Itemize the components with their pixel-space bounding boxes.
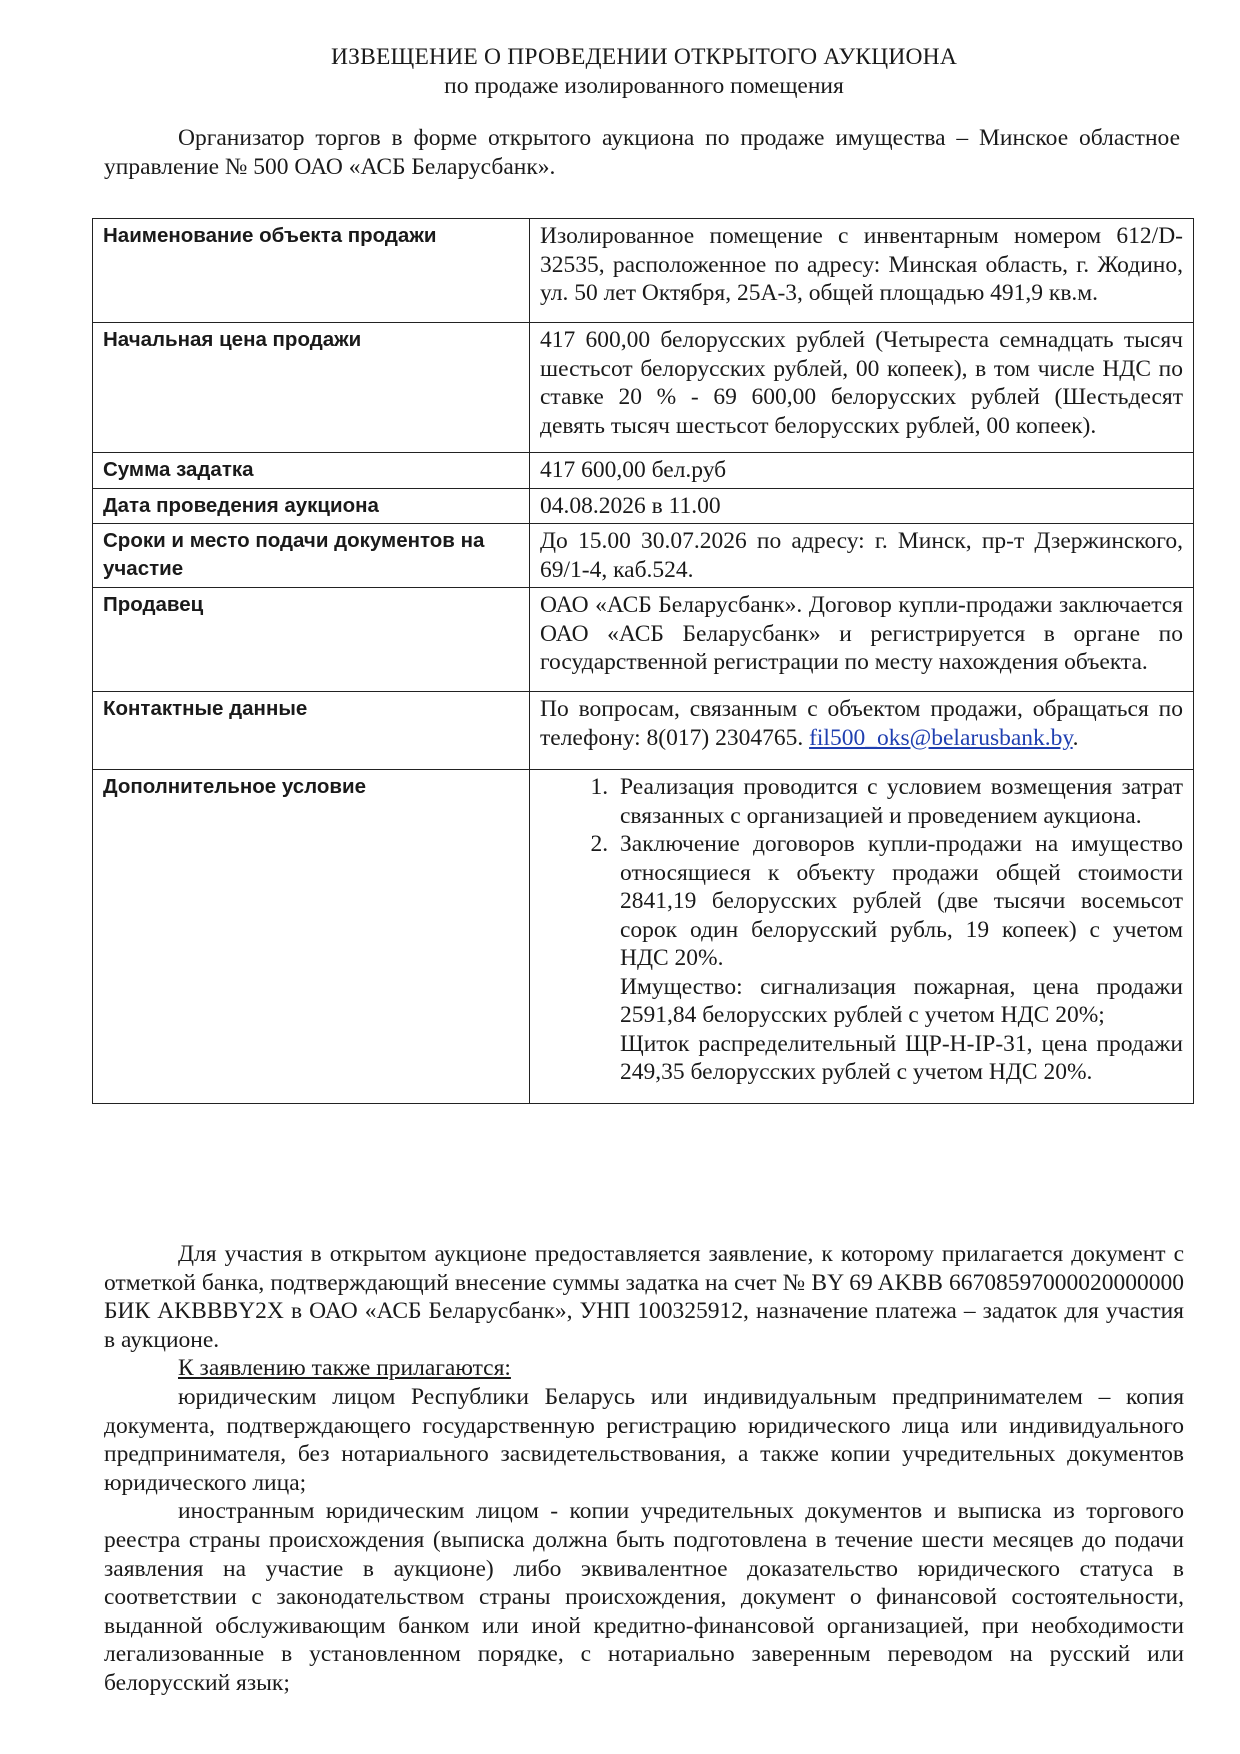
email-link[interactable]: fil500_oks@belarusbank.by bbox=[809, 724, 1073, 751]
contacts-cell bbox=[530, 692, 1194, 770]
conditions-cell bbox=[530, 770, 1194, 1104]
document-subtitle: по продаже изолированного помещения bbox=[444, 73, 844, 99]
intro-paragraph: Организатор торгов в форме открытого аукциона по продаже имущества – Минское областное управление № 500 ОАО «АСБ Беларусбанк». bbox=[104, 125, 1180, 180]
body-paragraph-1: Для участия в открытом аукционе предоставляется заявление, к которому прилагается документ с отметкой банка, подтверждающий внесение суммы задатка на счет № BY 69 AKBB 66708597000020000000 БИК AKBBBY2X в ОАО «АСБ Беларусбанк», УНП 100325912, назначение платежа – задаток для участия в аукционе. bbox=[104, 1241, 1184, 1353]
document-title: ИЗВЕЩЕНИЕ О ПРОВЕДЕНИИ ОТКРЫТОГО АУКЦИОНА bbox=[330, 44, 958, 70]
price-label: Начальная цена продажи bbox=[93, 323, 530, 453]
table-row bbox=[93, 488, 1194, 524]
conditions-label: Дополнительное условие bbox=[93, 770, 530, 1104]
deposit-label: Сумма задатка bbox=[93, 453, 530, 489]
seller-value: ОАО «АСБ Беларусбанк». Договор купли-продажи заключается ОАО «АСБ Беларусбанк» и регистрируется в органе по государственной регистрации по месту нахождения объекта. bbox=[530, 588, 1194, 692]
date-label: Дата проведения аукциона bbox=[93, 488, 530, 524]
date-value: 04.08.2026 в 11.00 bbox=[530, 488, 1194, 524]
body-text bbox=[104, 1240, 1184, 1698]
table-row bbox=[93, 453, 1194, 489]
body-paragraph-2: К заявлению также прилагаются: bbox=[178, 1355, 511, 1382]
body-paragraph-3: юридическим лицом Республики Беларусь или индивидуальным предпринимателем – копия документа, подтверждающего государственную регистрацию юридического лица или индивидуального предпринимателя, без нотариального засвидетельствования, а также копии учредительных документов юридического лица; bbox=[104, 1383, 1184, 1496]
auction-info-table bbox=[92, 218, 1194, 1104]
submission-value: До 15.00 30.07.2026 по адресу: г. Минск, пр-т Дзержинского, 69/1-4, каб.524. bbox=[530, 524, 1194, 588]
table-row bbox=[93, 219, 1194, 323]
table-row bbox=[93, 692, 1194, 770]
conditions-list bbox=[540, 773, 1183, 973]
table-row bbox=[93, 588, 1194, 692]
object-label: Наименование объекта продажи bbox=[93, 219, 530, 323]
contacts-tail: . bbox=[1072, 724, 1079, 751]
list-item: 1. Реализация проводится с условием возмещения затрат связанных с организацией и проведением аукциона. bbox=[614, 773, 1183, 830]
deposit-value: 417 600,00 бел.руб bbox=[530, 453, 1194, 489]
condition-item-b: Щиток распределительный ЩР-Н-IP-31, цена продажи 249,35 белорусских рублей с учетом НДС 20%. bbox=[620, 1030, 1183, 1085]
table-row bbox=[93, 323, 1194, 453]
body-paragraph-4: иностранным юридическим лицом - копии учредительных документов и выписка из торгового реестра страны происхождения (выписка должна быть подготовлена в течение шести месяцев до подачи заявления на участие в аукционе) либо эквивалентное доказательство юридического статуса в соответствии с законодательством страны происхождения, документ о финансовой состоятельности, выданной обслуживающим банком или иной кредитно-финансовой организацией, при необходимости легализованные в установленном порядке, с нотариально заверенным переводом на русский или белорусский язык; bbox=[104, 1498, 1184, 1696]
document-page bbox=[103, 42, 1184, 1696]
price-value: 417 600,00 белорусских рублей (Четыреста семнадцать тысяч шестьсот белорусских рублей, 00 копеек), в том числе НДС по ставке 20 % - 69 600,00 белорусских рублей (Шестьдесят девять тысяч шестьсот белорусских рублей, 00 копеек). bbox=[530, 323, 1194, 453]
condition-item-a: Имущество: сигнализация пожарная, цена продажи 2591,84 белорусских рублей с учетом НДС 20%; bbox=[620, 973, 1183, 1028]
seller-label: Продавец bbox=[93, 588, 530, 692]
table-row bbox=[93, 770, 1194, 1104]
table-row bbox=[93, 524, 1194, 588]
list-item: 2. Заключение договоров купли-продажи на имущество относящиеся к объекту продажи общей стоимости 2841,19 белорусских рублей (две тысячи восемьсот сорок один белорусский рубль, 19 копеек) с учетом НДС 20%. bbox=[614, 830, 1183, 973]
submission-label: Сроки и место подачи документов на участие bbox=[93, 524, 530, 588]
contacts-value: По вопросам, связанным с объектом продажи, обращаться по телефону: 8(017) 2304765. bbox=[540, 696, 1183, 751]
object-value: Изолированное помещение с инвентарным номером 612/D-32535, расположенное по адресу: Минская область, г. Жодино, ул. 50 лет Октября, 25А-3, общей площадью 491,9 кв.м. bbox=[530, 219, 1194, 323]
contacts-label: Контактные данные bbox=[93, 692, 530, 770]
